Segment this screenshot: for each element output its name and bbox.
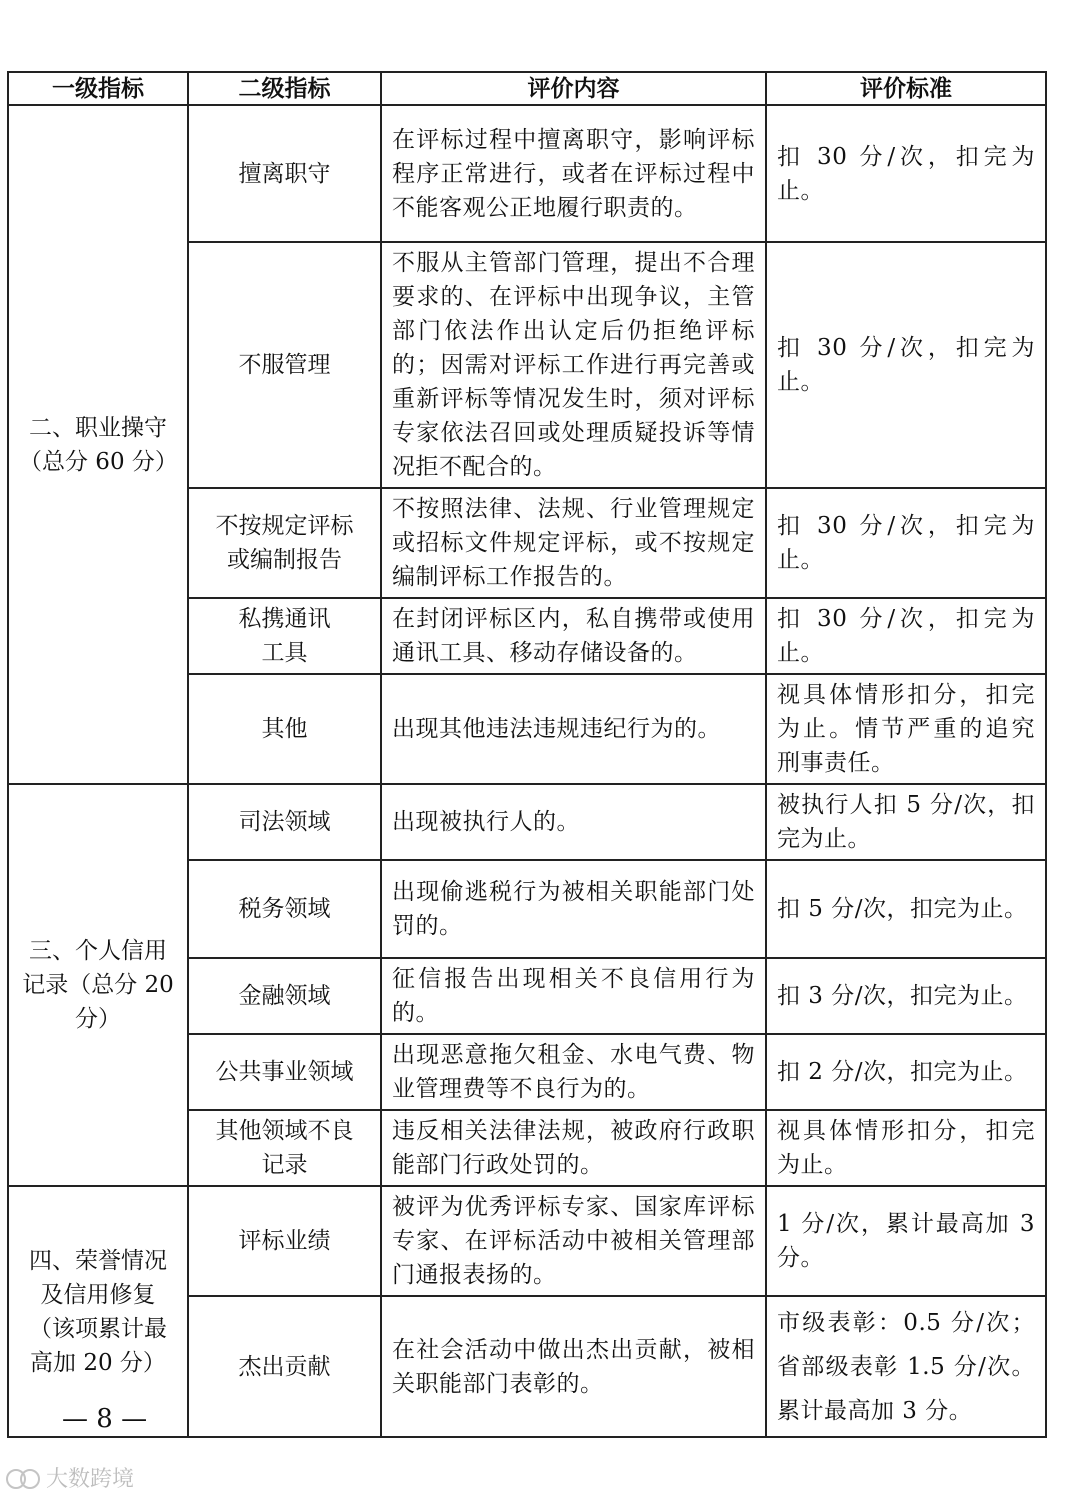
sub-indicator: 评标业绩 [188,1186,381,1296]
eval-content: 出现被执行人的。 [381,784,766,860]
table-row [8,105,1046,242]
group-label: 二、职业操守（总分 60 分） [8,105,188,784]
page-number: — 8 — [62,1404,148,1434]
sub-indicator: 杰出贡献 [188,1296,381,1437]
sub-indicator: 公共事业领域 [188,1034,381,1110]
eval-content: 违反相关法律法规，被政府行政职能部门行政处罚的。 [381,1110,766,1186]
eval-standard: 扣 30 分/次，扣完为止。 [766,488,1046,598]
eval-content: 出现其他违法违规违纪行为的。 [381,674,766,784]
eval-standard: 扣 30 分/次，扣完为止。 [766,598,1046,674]
evaluation-table [7,71,1047,1438]
eval-standard: 视具体情形扣分，扣完为止。 [766,1110,1046,1186]
header-level1: 一级指标 [8,72,188,105]
sub-indicator: 私携通讯工具 [188,598,381,674]
table-row [8,784,1046,860]
eval-standard: 扣 30 分/次，扣完为止。 [766,105,1046,242]
sub-indicator: 司法领域 [188,784,381,860]
sub-indicator: 税务领域 [188,860,381,958]
eval-content: 在评标过程中擅离职守，影响评标程序正常进行，或者在评标过程中不能客观公正地履行职责的。 [381,105,766,242]
sub-indicator: 其他领域不良记录 [188,1110,381,1186]
eval-content: 在封闭评标区内，私自携带或使用通讯工具、移动存储设备的。 [381,598,766,674]
eval-content: 在社会活动中做出杰出贡献，被相关职能部门表彰的。 [381,1296,766,1437]
group-label: 三、个人信用记录（总分 20 分） [8,784,188,1186]
eval-content: 出现偷逃税行为被相关职能部门处罚的。 [381,860,766,958]
header-standard: 评价标准 [766,72,1046,105]
watermark-logo-icon [4,1465,42,1491]
eval-content: 不按照法律、法规、行业管理规定或招标文件规定评标，或不按规定编制评标工作报告的。 [381,488,766,598]
eval-standard: 视具体情形扣分，扣完为止。情节严重的追究刑事责任。 [766,674,1046,784]
sub-indicator: 不按规定评标或编制报告 [188,488,381,598]
eval-content: 征信报告出现相关不良信用行为的。 [381,958,766,1034]
table-header-row [8,72,1046,105]
eval-standard: 被执行人扣 5 分/次，扣完为止。 [766,784,1046,860]
sub-indicator: 擅离职守 [188,105,381,242]
eval-content: 出现恶意拖欠租金、水电气费、物业管理费等不良行为的。 [381,1034,766,1110]
sub-indicator: 其他 [188,674,381,784]
header-content: 评价内容 [381,72,766,105]
eval-content: 不服从主管部门管理，提出不合理要求的、在评标中出现争议，主管部门依法作出认定后仍拒绝评标的；因需对评标工作进行再完善或重新评标等情况发生时，须对评标专家依法召回或处理质疑投诉等情况拒不配合的。 [381,242,766,488]
eval-standard: 扣 5 分/次，扣完为止。 [766,860,1046,958]
eval-standard: 扣 3 分/次，扣完为止。 [766,958,1046,1034]
eval-content: 被评为优秀评标专家、国家库评标专家、在评标活动中被相关管理部门通报表扬的。 [381,1186,766,1296]
sub-indicator: 不服管理 [188,242,381,488]
sub-indicator: 金融领域 [188,958,381,1034]
eval-standard: 扣 30 分/次，扣完为止。 [766,242,1046,488]
table-row [8,1186,1046,1296]
watermark-text: 大数跨境 [46,1467,135,1492]
eval-standard: 1 分/次，累计最高加 3 分。 [766,1186,1046,1296]
header-level2: 二级指标 [188,72,381,105]
eval-standard: 市级表彰：0.5 分/次；省部级表彰 1.5 分/次。累计最高加 3 分。 [766,1296,1046,1437]
watermark [4,1462,134,1493]
group-label: 四、荣誉情况及信用修复（该项累计最高加 20 分） [8,1186,188,1437]
eval-standard: 扣 2 分/次，扣完为止。 [766,1034,1046,1110]
